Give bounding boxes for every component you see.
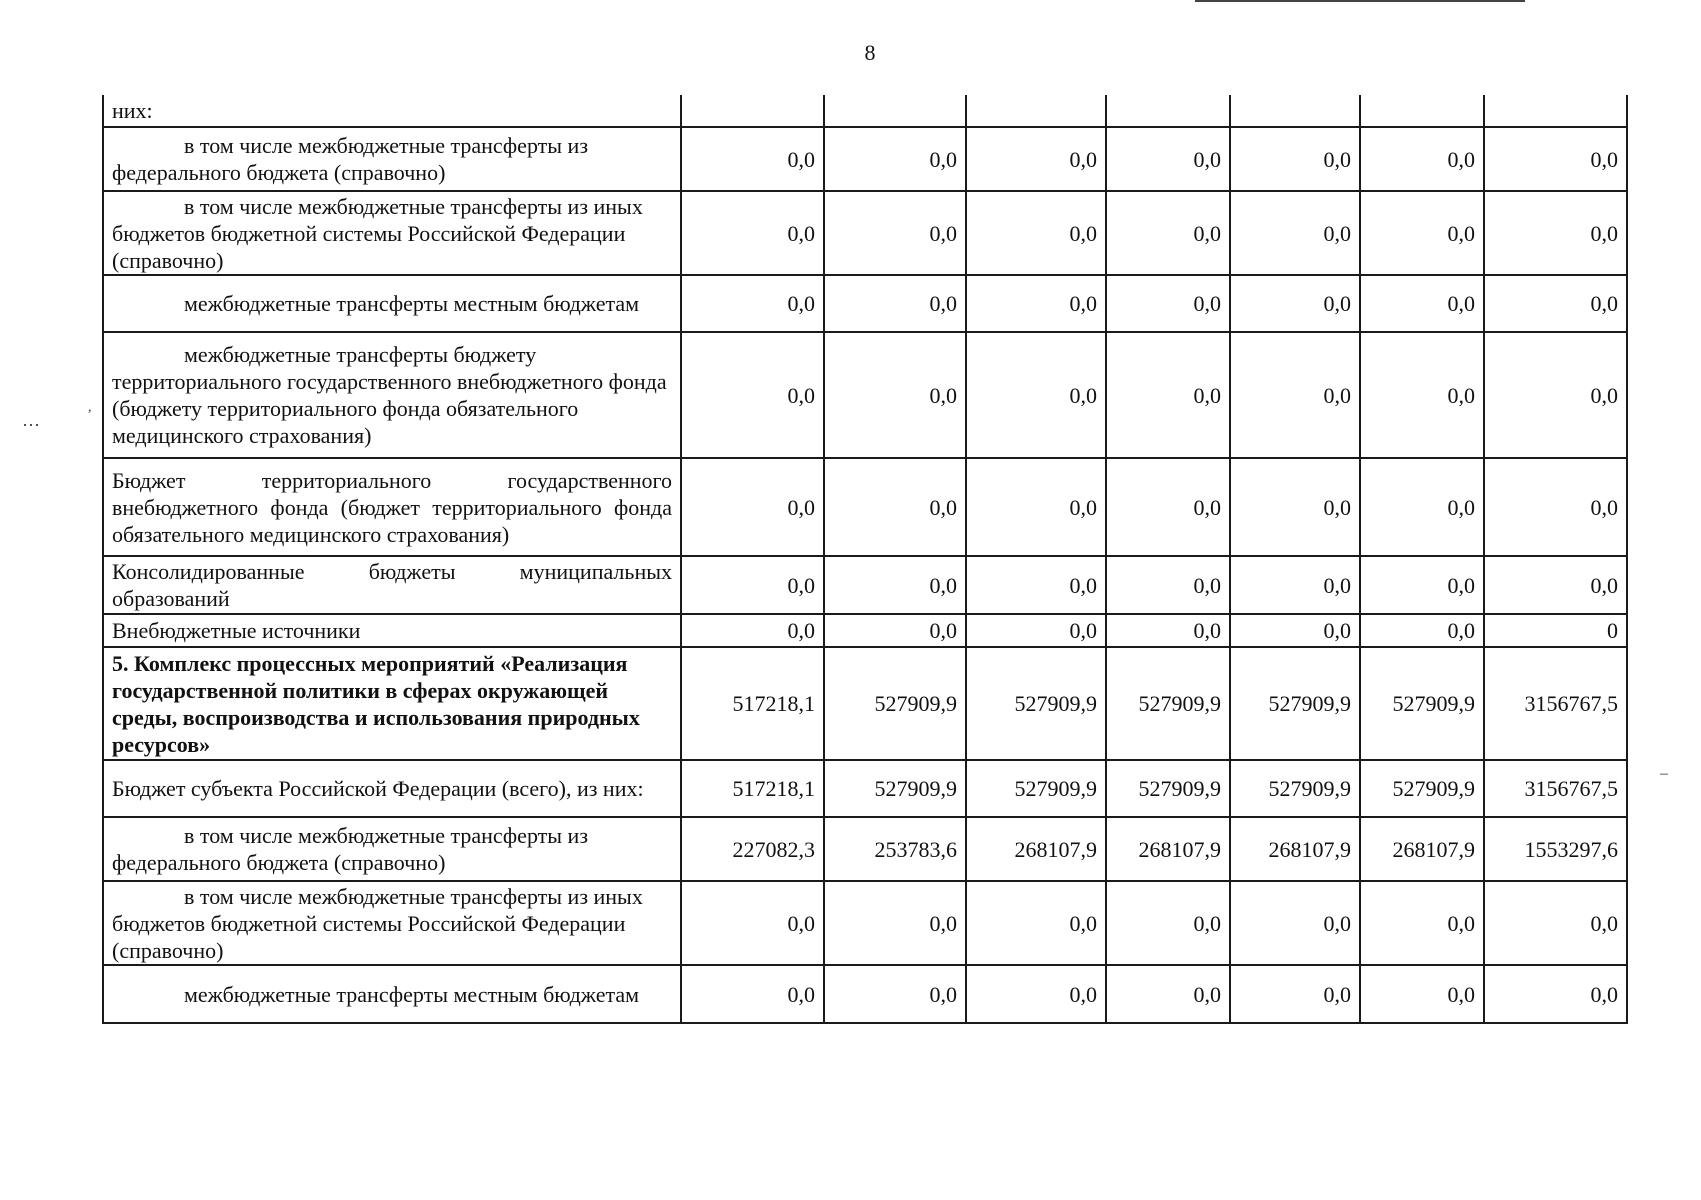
value-cell: 268107,9 bbox=[1106, 817, 1230, 881]
value-cell bbox=[1484, 95, 1627, 127]
value-cell: 0,0 bbox=[1484, 275, 1627, 332]
row-label: Бюджет субъекта Российской Федерации (всего), из них: bbox=[103, 760, 681, 817]
value-cell: 0,0 bbox=[1484, 332, 1627, 458]
value-cell: 0,0 bbox=[681, 191, 824, 275]
row-label: межбюджетные трансферты местным бюджетам bbox=[103, 275, 681, 332]
value-cell: 0,0 bbox=[1360, 614, 1484, 647]
value-cell: 0,0 bbox=[1484, 458, 1627, 556]
value-cell: 0,0 bbox=[966, 275, 1106, 332]
value-cell: 0,0 bbox=[1360, 127, 1484, 191]
value-cell bbox=[681, 95, 824, 127]
value-cell bbox=[1106, 95, 1230, 127]
margin-mark: ··· bbox=[22, 415, 40, 435]
value-cell: 0,0 bbox=[824, 332, 966, 458]
value-cell: 0,0 bbox=[681, 556, 824, 614]
value-cell: 0,0 bbox=[1106, 127, 1230, 191]
value-cell: 0,0 bbox=[824, 614, 966, 647]
value-cell: 0,0 bbox=[824, 191, 966, 275]
value-cell: 0,0 bbox=[1230, 556, 1360, 614]
value-cell: 0,0 bbox=[966, 881, 1106, 965]
value-cell: 527909,9 bbox=[966, 647, 1106, 760]
value-cell: 0,0 bbox=[824, 127, 966, 191]
value-cell: 0 bbox=[1484, 614, 1627, 647]
table-row bbox=[103, 556, 1627, 614]
table-row bbox=[103, 95, 1627, 127]
value-cell bbox=[966, 95, 1106, 127]
value-cell: 0,0 bbox=[1106, 556, 1230, 614]
value-cell: 0,0 bbox=[824, 965, 966, 1023]
value-cell: 0,0 bbox=[1484, 881, 1627, 965]
value-cell: 0,0 bbox=[966, 191, 1106, 275]
value-cell: 0,0 bbox=[1360, 881, 1484, 965]
value-cell: 527909,9 bbox=[966, 760, 1106, 817]
value-cell: 0,0 bbox=[1106, 881, 1230, 965]
row-label: Бюджет территориального государственного внебюджетного фонда (бюджет территориального фонда обязательного медицинского страхования) bbox=[103, 458, 681, 556]
value-cell: 3156767,5 bbox=[1484, 647, 1627, 760]
row-label: межбюджетные трансферты местным бюджетам bbox=[103, 965, 681, 1023]
value-cell: 0,0 bbox=[1360, 332, 1484, 458]
row-label: 5. Комплекс процессных мероприятий «Реализация государственной политики в сферах окружающей среды, воспроизводства и использования природных ресурсов» bbox=[103, 647, 681, 760]
value-cell: 0,0 bbox=[1106, 614, 1230, 647]
value-cell: 268107,9 bbox=[1230, 817, 1360, 881]
value-cell: 0,0 bbox=[1106, 275, 1230, 332]
table-row bbox=[103, 275, 1627, 332]
value-cell: 227082,3 bbox=[681, 817, 824, 881]
table-row bbox=[103, 817, 1627, 881]
table-row bbox=[103, 760, 1627, 817]
value-cell: 0,0 bbox=[824, 556, 966, 614]
value-cell: 268107,9 bbox=[1360, 817, 1484, 881]
value-cell: 0,0 bbox=[966, 965, 1106, 1023]
row-label: Внебюджетные источники bbox=[103, 614, 681, 647]
table-row bbox=[103, 965, 1627, 1023]
value-cell: 527909,9 bbox=[824, 760, 966, 817]
value-cell: 0,0 bbox=[966, 614, 1106, 647]
value-cell: 0,0 bbox=[1484, 191, 1627, 275]
row-label: в том числе межбюджетные трансферты из иных бюджетов бюджетной системы Российской Федерации (справочно) bbox=[103, 881, 681, 965]
value-cell: 0,0 bbox=[1106, 332, 1230, 458]
budget-table bbox=[102, 95, 1628, 1024]
value-cell: 0,0 bbox=[1230, 191, 1360, 275]
row-label: в том числе межбюджетные трансферты из федерального бюджета (справочно) bbox=[103, 127, 681, 191]
row-label: Консолидированные бюджеты муниципальных образований bbox=[103, 556, 681, 614]
row-label: них: bbox=[103, 95, 681, 127]
table-row bbox=[103, 458, 1627, 556]
value-cell: 0,0 bbox=[1484, 127, 1627, 191]
value-cell: 517218,1 bbox=[681, 760, 824, 817]
value-cell: 0,0 bbox=[966, 458, 1106, 556]
value-cell: 527909,9 bbox=[824, 647, 966, 760]
value-cell: 268107,9 bbox=[966, 817, 1106, 881]
value-cell: 253783,6 bbox=[824, 817, 966, 881]
table-row bbox=[103, 191, 1627, 275]
value-cell: 0,0 bbox=[1230, 127, 1360, 191]
value-cell: 527909,9 bbox=[1106, 647, 1230, 760]
value-cell: 517218,1 bbox=[681, 647, 824, 760]
value-cell: 0,0 bbox=[1230, 614, 1360, 647]
value-cell: 0,0 bbox=[1106, 458, 1230, 556]
value-cell: 0,0 bbox=[1230, 458, 1360, 556]
value-cell: 0,0 bbox=[1360, 275, 1484, 332]
value-cell: 1553297,6 bbox=[1484, 817, 1627, 881]
value-cell: 0,0 bbox=[966, 332, 1106, 458]
value-cell: 0,0 bbox=[681, 332, 824, 458]
row-label: в том числе межбюджетные трансферты из иных бюджетов бюджетной системы Российской Федерации (справочно) bbox=[103, 191, 681, 275]
value-cell: 0,0 bbox=[1106, 965, 1230, 1023]
table-row bbox=[103, 332, 1627, 458]
row-label: межбюджетные трансферты бюджету территориального государственного внебюджетного фонда (бюджету территориального фонда обязательного медицинского страхования) bbox=[103, 332, 681, 458]
margin-mark: , bbox=[88, 400, 92, 415]
table-row bbox=[103, 127, 1627, 191]
value-cell: 527909,9 bbox=[1106, 760, 1230, 817]
value-cell: 0,0 bbox=[1230, 332, 1360, 458]
value-cell: 0,0 bbox=[681, 458, 824, 556]
margin-mark: – bbox=[1660, 765, 1668, 782]
value-cell: 527909,9 bbox=[1360, 760, 1484, 817]
value-cell bbox=[1360, 95, 1484, 127]
page-number: 8 bbox=[864, 40, 876, 65]
value-cell: 0,0 bbox=[1230, 275, 1360, 332]
value-cell: 0,0 bbox=[1360, 191, 1484, 275]
value-cell: 0,0 bbox=[1230, 881, 1360, 965]
value-cell: 0,0 bbox=[1360, 556, 1484, 614]
value-cell: 0,0 bbox=[824, 458, 966, 556]
value-cell: 3156767,5 bbox=[1484, 760, 1627, 817]
table-row bbox=[103, 647, 1627, 760]
value-cell: 0,0 bbox=[681, 275, 824, 332]
value-cell: 527909,9 bbox=[1230, 760, 1360, 817]
value-cell: 527909,9 bbox=[1360, 647, 1484, 760]
table-row bbox=[103, 614, 1627, 647]
value-cell: 0,0 bbox=[681, 965, 824, 1023]
value-cell: 0,0 bbox=[1484, 965, 1627, 1023]
value-cell: 0,0 bbox=[1484, 556, 1627, 614]
value-cell: 0,0 bbox=[1360, 458, 1484, 556]
value-cell: 0,0 bbox=[824, 275, 966, 332]
value-cell: 0,0 bbox=[681, 127, 824, 191]
value-cell: 0,0 bbox=[966, 556, 1106, 614]
value-cell: 0,0 bbox=[1360, 965, 1484, 1023]
value-cell bbox=[824, 95, 966, 127]
value-cell: 0,0 bbox=[824, 881, 966, 965]
value-cell: 0,0 bbox=[1106, 191, 1230, 275]
row-label: в том числе межбюджетные трансферты из федерального бюджета (справочно) bbox=[103, 817, 681, 881]
table-row bbox=[103, 881, 1627, 965]
value-cell: 0,0 bbox=[966, 127, 1106, 191]
value-cell: 0,0 bbox=[681, 614, 824, 647]
top-rule bbox=[1195, 0, 1525, 2]
value-cell: 0,0 bbox=[681, 881, 824, 965]
value-cell: 527909,9 bbox=[1230, 647, 1360, 760]
value-cell bbox=[1230, 95, 1360, 127]
value-cell: 0,0 bbox=[1230, 965, 1360, 1023]
